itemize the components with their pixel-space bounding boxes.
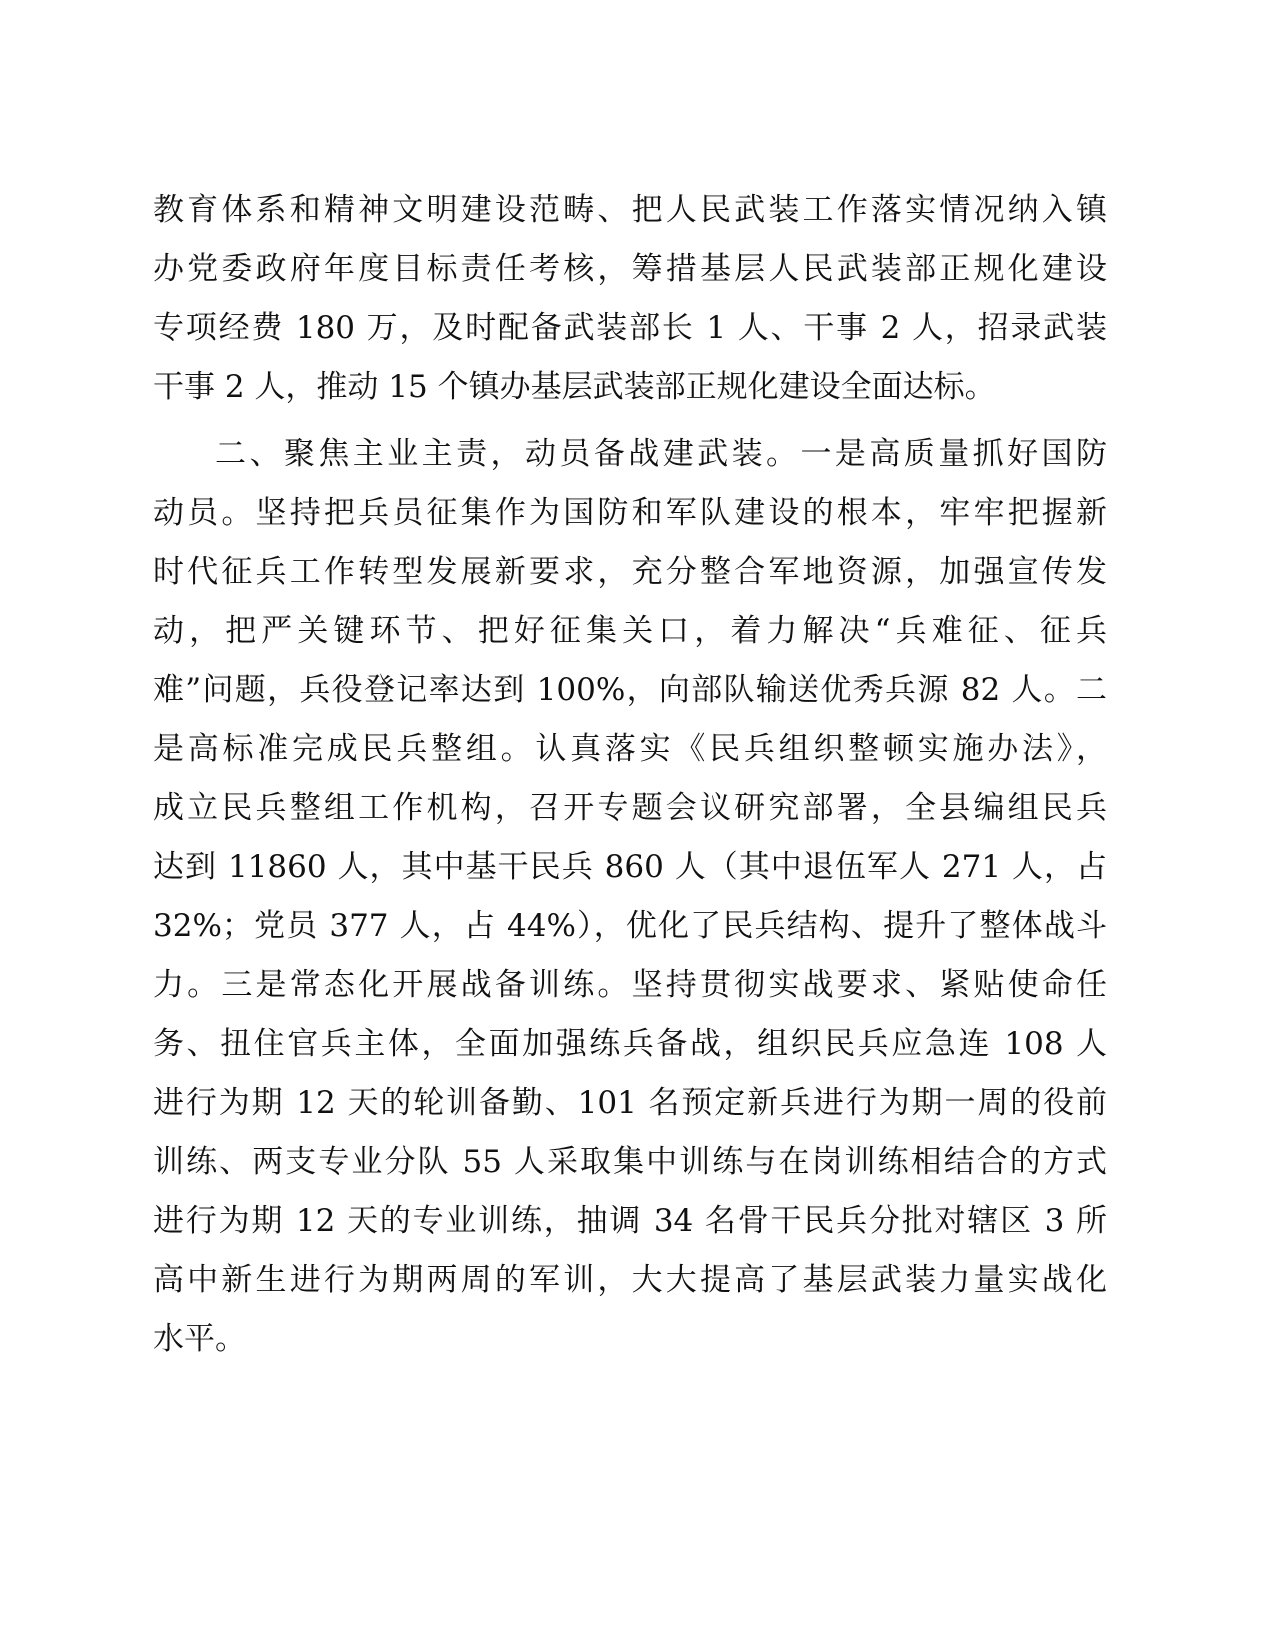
paragraph-line: 是高标准完成民兵整组。认真落实《民兵组织整顿实施办法》， [153, 731, 1107, 767]
paragraph-line: 达到 11860 人，其中基干民兵 860 人（其中退伍军人 271 人，占 [153, 849, 1107, 885]
paragraph-1 [153, 181, 1107, 417]
paragraph-line-indented: 二、聚焦主业主责，动员备战建武装。一是高质量抓好国防 [215, 436, 1107, 472]
paragraph-line: 动员。坚持把兵员征集作为国防和军队建设的根本，牢牢把握新 [153, 495, 1107, 531]
paragraph-line: 干事 2 人，推动 15 个镇办基层武装部正规化建设全面达标。 [153, 369, 996, 405]
paragraph-2 [153, 425, 1107, 1369]
paragraph-line: 专项经费 180 万，及时配备武装部长 1 人、干事 2 人，招录武装 [153, 310, 1107, 346]
paragraph-line: 务、扭住官兵主体，全面加强练兵备战，组织民兵应急连 108 人 [153, 1026, 1107, 1062]
paragraph-line: 教育体系和精神文明建设范畴、把人民武装工作落实情况纳入镇 [153, 192, 1107, 228]
paragraph-line: 成立民兵整组工作机构，召开专题会议研究部署，全县编组民兵 [153, 790, 1107, 826]
paragraph-line: 32%；党员 377 人，占 44%），优化了民兵结构、提升了整体战斗 [153, 908, 1107, 944]
paragraph-line: 水平。 [153, 1321, 246, 1357]
paragraph-line: 高中新生进行为期两周的军训，大大提高了基层武装力量实战化 [153, 1262, 1107, 1298]
paragraph-line: 训练、两支专业分队 55 人采取集中训练与在岗训练相结合的方式 [153, 1144, 1107, 1180]
paragraph-line: 进行为期 12 天的专业训练，抽调 34 名骨干民兵分批对辖区 3 所 [153, 1203, 1107, 1239]
paragraph-line: 动，把严关键环节、把好征集关口，着力解决“兵难征、征兵 [153, 613, 1107, 649]
paragraph-line: 进行为期 12 天的轮训备勤、101 名预定新兵进行为期一周的役前 [153, 1085, 1107, 1121]
paragraph-line: 力。三是常态化开展战备训练。坚持贯彻实战要求、紧贴使命任 [153, 967, 1107, 1003]
paragraph-line: 时代征兵工作转型发展新要求，充分整合军地资源，加强宣传发 [153, 554, 1107, 590]
paragraph-line: 难”问题，兵役登记率达到 100%，向部队输送优秀兵源 82 人。二 [153, 672, 1107, 708]
paragraph-line: 办党委政府年度目标责任考核，筹措基层人民武装部正规化建设 [153, 251, 1107, 287]
